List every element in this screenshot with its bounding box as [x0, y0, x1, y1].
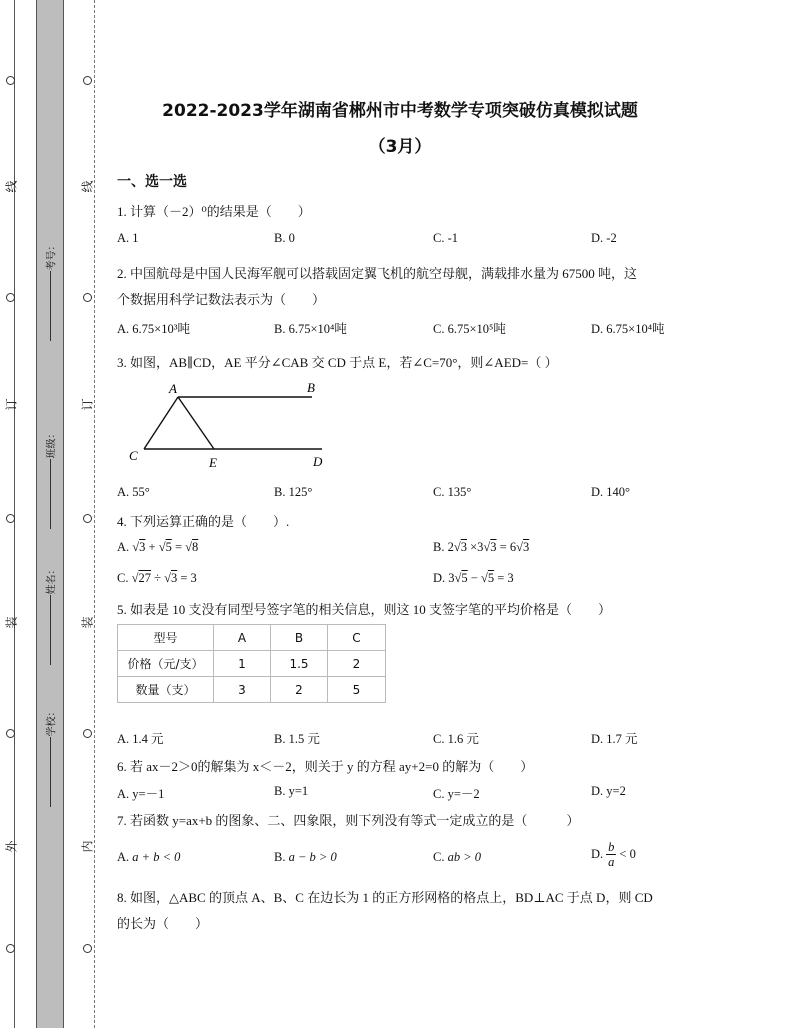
binding-hole	[6, 729, 15, 738]
q7-option-d[interactable]	[591, 840, 636, 869]
binding-hole	[83, 514, 92, 523]
math-part: = 3	[497, 571, 514, 585]
margin-char: 订	[80, 398, 95, 411]
sqrt-sign: √	[132, 540, 140, 554]
radicand: 8	[192, 540, 199, 554]
radicand: 3	[170, 571, 178, 585]
math-op: ÷	[154, 571, 161, 585]
radicand: 5	[165, 540, 172, 554]
q1-option-d[interactable]: D. -2	[591, 231, 617, 245]
q6-option-b[interactable]: B. y=1	[274, 784, 309, 798]
field-label: 姓名：	[46, 564, 58, 595]
segment-ac	[144, 397, 178, 449]
radicand: 3	[522, 540, 530, 554]
math-part: 3√	[448, 571, 462, 585]
school-field[interactable]	[38, 706, 62, 807]
binding-hole	[6, 514, 15, 523]
option-letter: A.	[117, 540, 133, 554]
table-cell: 3	[214, 677, 271, 703]
math-expr: ab > 0	[447, 850, 482, 864]
q7-option-c[interactable]	[433, 850, 481, 865]
q3-option-b[interactable]: B. 125°	[274, 485, 313, 499]
question-1-stem: 1. 计算（－2）⁰的结果是（ ）	[117, 204, 311, 219]
q3-figure	[125, 377, 335, 472]
margin-char: 订	[4, 398, 19, 411]
paper-title: 2022-2023学年湖南省郴州市中考数学专项突破仿真模拟试题	[162, 101, 638, 121]
option-letter: B.	[433, 540, 448, 554]
q1-option-a[interactable]: A. 1	[117, 231, 139, 245]
point-c: C	[129, 448, 138, 463]
math-expr: a − b > 0	[288, 850, 337, 864]
math-part: < 0	[619, 847, 636, 861]
field-label: 考号：	[46, 240, 58, 271]
q4-option-b[interactable]	[433, 540, 529, 555]
binding-hole	[83, 293, 92, 302]
sqrt-sign: √	[185, 540, 193, 554]
fill-line	[50, 271, 51, 341]
q5-option-c[interactable]: C. 1.6 元	[433, 732, 479, 746]
binding-hole	[83, 944, 92, 953]
binding-hole	[83, 76, 92, 85]
table-cell: A	[214, 625, 271, 651]
binding-hole	[6, 293, 15, 302]
option-letter: B.	[274, 850, 289, 864]
segment-ae	[178, 397, 214, 449]
math-op: −	[470, 571, 478, 585]
table-row	[118, 677, 386, 703]
q3-option-c[interactable]: C. 135°	[433, 485, 472, 499]
table-cell: B	[271, 625, 328, 651]
margin-char: 装	[80, 616, 95, 629]
q3-option-d[interactable]: D. 140°	[591, 485, 631, 499]
q1-option-b[interactable]: B. 0	[274, 231, 295, 245]
point-e: E	[209, 455, 217, 470]
q6-option-c[interactable]: C. y=－2	[433, 787, 480, 801]
margin-char: 外	[4, 840, 19, 853]
price-table	[117, 624, 386, 703]
field-label: 学校：	[46, 706, 58, 737]
q6-option-d[interactable]: D. y=2	[591, 784, 626, 798]
q2-option-a[interactable]: A. 6.75×10³吨	[117, 322, 190, 336]
fill-line	[50, 459, 51, 529]
fill-line	[50, 595, 51, 665]
radicand: 3	[460, 540, 467, 554]
table-row	[118, 651, 386, 677]
table-cell: 数量（支）	[118, 677, 214, 703]
option-letter: D.	[433, 571, 449, 585]
margin-char: 线	[4, 180, 19, 193]
math-expr: a + b < 0	[132, 850, 181, 864]
option-letter: D.	[591, 847, 604, 861]
table-cell: 1.5	[271, 651, 328, 677]
q7-option-b[interactable]	[274, 850, 337, 865]
question-7-stem: 7. 若函数 y=ax+b 的图象、二、四象限，则下列没有等式一定成立的是（ ）	[117, 813, 580, 828]
table-cell: 2	[328, 651, 386, 677]
q4-option-d[interactable]	[433, 571, 514, 586]
question-8-stem-cont: 的长为（ ）	[117, 916, 209, 931]
table-cell: 型号	[118, 625, 214, 651]
q5-option-b[interactable]: B. 1.5 元	[274, 732, 320, 746]
binding-hole	[6, 76, 15, 85]
margin-char: 线	[80, 180, 95, 193]
field-label: 班级：	[46, 428, 58, 459]
math-part: 2√	[447, 540, 461, 554]
table-cell: C	[328, 625, 386, 651]
radicand: 27	[138, 571, 151, 585]
point-b: B	[307, 380, 315, 395]
math-part: = 6√	[499, 540, 523, 554]
question-4-stem: 4. 下列运算正确的是（ ）.	[117, 514, 290, 529]
q2-option-b[interactable]: B. 6.75×10⁴吨	[274, 322, 347, 336]
question-3-stem: 3. 如图，AB∥CD，AE 平分∠CAB 交 CD 于点 E，若∠C=70°，则∠AED=（ ）	[117, 355, 558, 370]
table-cell: 价格（元/支）	[118, 651, 214, 677]
sqrt-sign: √	[158, 540, 166, 554]
binding-hole	[83, 729, 92, 738]
sqrt-sign: √	[480, 571, 488, 585]
table-cell: 1	[214, 651, 271, 677]
math-part: = 3	[180, 571, 197, 585]
math-op: +	[148, 540, 156, 554]
radicand: 3	[490, 540, 497, 554]
radicand: 5	[487, 571, 495, 585]
question-8-stem: 8. 如图，△ABC 的顶点 A、B、C 在边长为 1 的正方形网格的格点上，BD⊥AC 于点 D，则 CD	[117, 890, 653, 905]
table-cell: 2	[271, 677, 328, 703]
binding-hole	[6, 944, 15, 953]
option-letter: C.	[117, 571, 132, 585]
sqrt-sign: √	[164, 571, 171, 585]
radicand: 5	[461, 571, 468, 585]
table-cell: 5	[328, 677, 386, 703]
question-2-stem: 2. 中国航母是中国人民海军舰可以搭载固定翼飞机的航空母舰，满载排水量为 67500 吨，这	[117, 266, 638, 281]
q5-option-d[interactable]: D. 1.7 元	[591, 732, 638, 746]
q2-option-c[interactable]: C. 6.75×10⁵吨	[433, 322, 506, 336]
margin-dashed-line	[94, 0, 95, 1028]
denominator: a	[608, 855, 615, 869]
option-letter: A.	[117, 850, 133, 864]
question-5-stem: 5. 如表是 10 支没有同型号签字笔的相关信息，则这 10 支签字笔的平均价格是（ ）	[117, 602, 612, 617]
name-field[interactable]	[38, 564, 62, 665]
fraction	[606, 840, 616, 869]
option-letter: C.	[433, 850, 448, 864]
q4-option-a[interactable]	[117, 540, 198, 555]
question-6-stem: 6. 若 ax－2＞0的解集为 x＜－2，则关于 y 的方程 ay+2=0 的解为（ ）	[117, 759, 534, 774]
radicand: 3	[139, 540, 146, 554]
sqrt-sign: √	[131, 571, 139, 585]
margin-char: 内	[80, 840, 95, 853]
table-row	[118, 625, 386, 651]
numerator: b	[608, 840, 615, 854]
q2-option-d[interactable]: D. 6.75×10⁴吨	[591, 322, 665, 336]
q6-option-a[interactable]: A. y=－1	[117, 787, 165, 801]
point-d: D	[313, 454, 323, 469]
point-a: A	[169, 381, 177, 396]
q3-option-a[interactable]: A. 55°	[117, 485, 150, 499]
q7-option-a[interactable]	[117, 850, 180, 865]
class-field[interactable]	[38, 428, 62, 529]
fill-line	[50, 737, 51, 807]
math-op: =	[174, 540, 183, 554]
section-heading: 一、选一选	[117, 174, 187, 190]
math-part: ×3√	[470, 540, 491, 554]
q4-option-c[interactable]	[117, 571, 197, 586]
question-2-stem-cont: 个数据用科学记数法表示为（ ）	[117, 292, 326, 307]
q1-option-c[interactable]: C. -1	[433, 231, 458, 245]
margin-char: 装	[4, 616, 19, 629]
paper-subtitle: （3月）	[368, 137, 432, 157]
exam-number-field[interactable]	[38, 240, 62, 341]
margin-outer-line	[14, 0, 15, 1028]
q5-option-a[interactable]: A. 1.4 元	[117, 732, 164, 746]
